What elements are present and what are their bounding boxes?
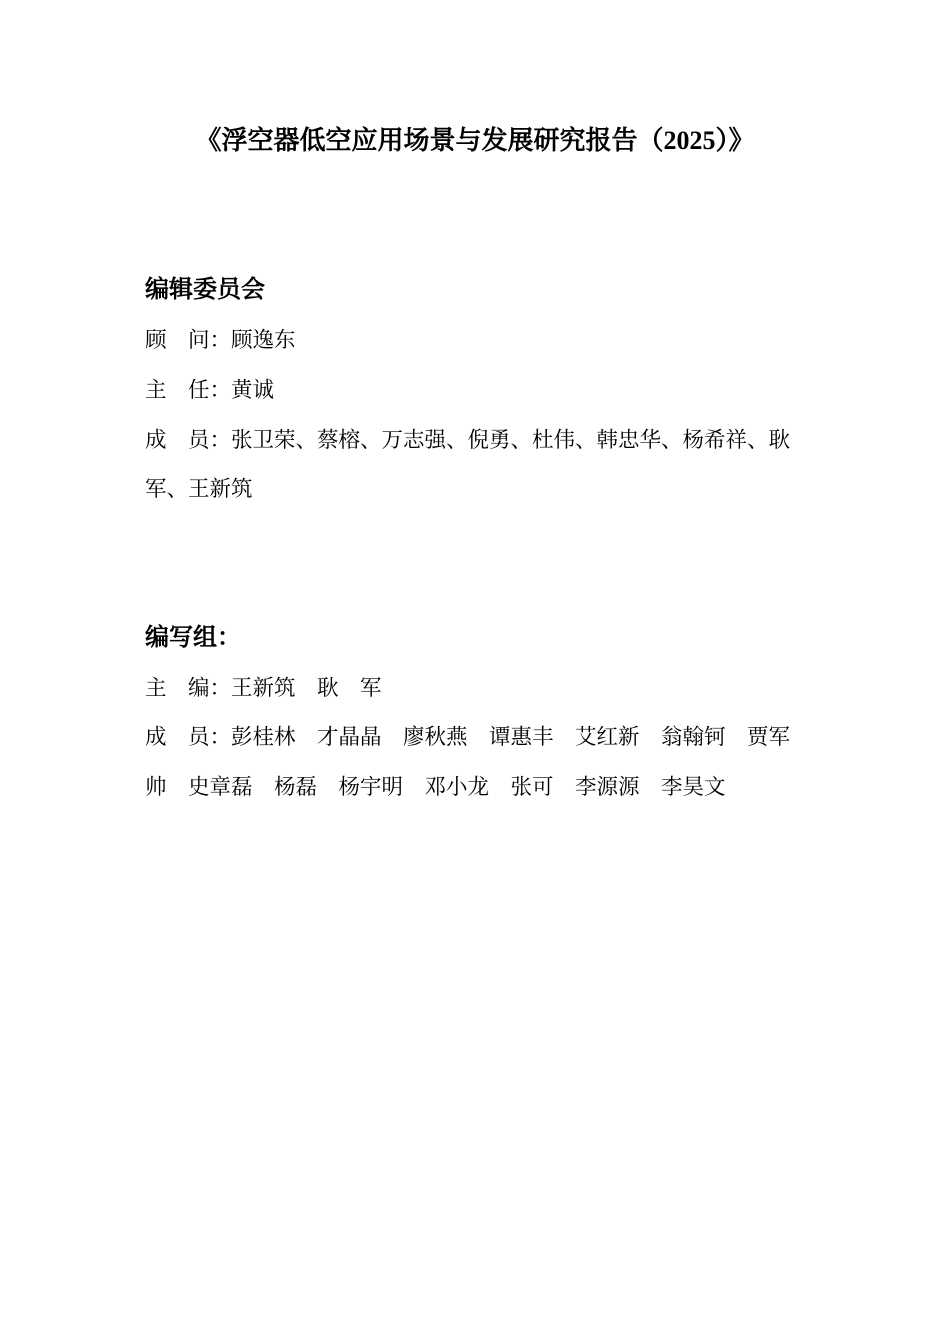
writing-members-line-cont: 帅 史章磊 杨磊 杨宇明 邓小龙 张可 李源源 李昊文	[145, 775, 726, 799]
document-title: 《浮空器低空应用场景与发展研究报告（2025）》	[195, 126, 755, 155]
editorial-committee-heading: 编辑委员会	[145, 276, 265, 303]
writing-group-heading: 编写组：	[145, 624, 241, 651]
writing-members-line: 成 员：彭桂林 才晶晶 廖秋燕 谭惠丰 艾红新 翁翰钶 贾军	[145, 725, 791, 749]
director-line: 主 任：黄诚	[145, 378, 275, 402]
advisor-line: 顾 问：顾逸东	[145, 328, 296, 352]
committee-members-line-cont: 军、王新筑	[145, 477, 253, 501]
committee-members-line: 成 员：张卫荣、蔡榕、万志强、倪勇、杜伟、韩忠华、杨希祥、耿	[145, 428, 791, 452]
chief-editor-line: 主 编：王新筑 耿 军	[145, 676, 382, 700]
